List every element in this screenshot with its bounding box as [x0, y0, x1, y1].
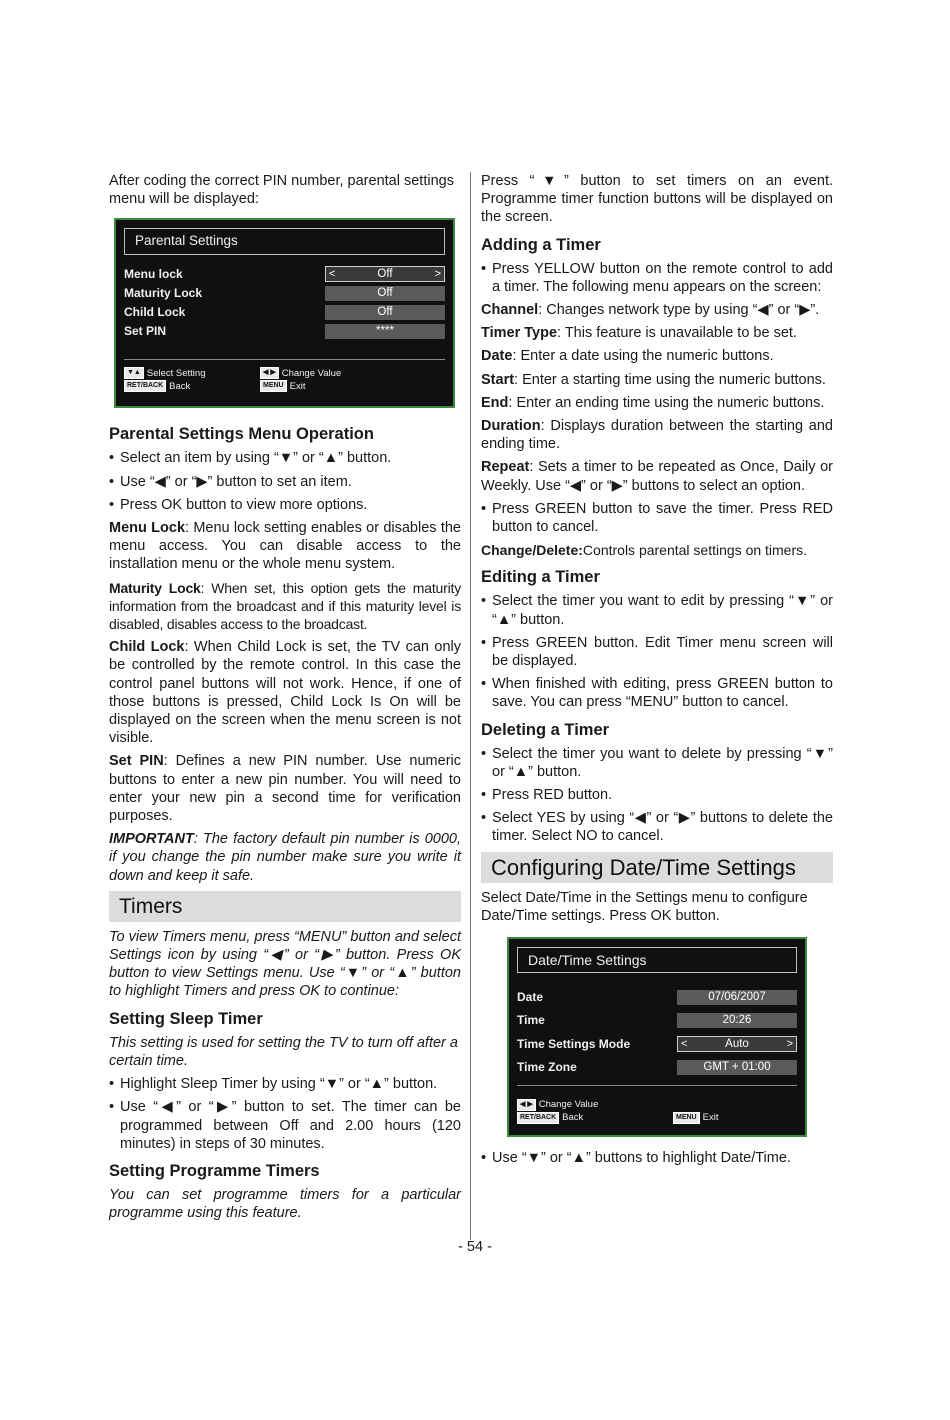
osd-row-menu-lock — [124, 265, 445, 284]
sleep-list — [109, 1075, 461, 1153]
timer-type-paragraph — [481, 324, 833, 342]
definition: : When Child Lock is set, the TV can only be controlled by the remote control. In this case the control panel buttons will not work. Hence, if one of those buttons is pressed, Child Lock Is On will be displayed on the screen when the menu screen is not visible. — [109, 639, 461, 747]
chevron-left-icon: < — [681, 1038, 688, 1051]
term: Child Lock — [109, 639, 185, 656]
list-item: • Press GREEN button to save the timer. Press RED button to cancel. — [481, 500, 833, 536]
osd-hint: Back — [169, 380, 191, 392]
menu-key-icon: MENU — [673, 1112, 700, 1124]
list-item: • Press OK button to view more options. — [109, 496, 461, 514]
osd-hint: Exit — [702, 1112, 719, 1124]
osd-hint: Select Setting — [146, 367, 206, 379]
parental-settings-screenshot — [114, 218, 455, 408]
osd-value: **** — [325, 324, 445, 339]
osd-value: 20:26 — [677, 1013, 797, 1028]
osd-value-text: Off — [377, 268, 393, 281]
repeat-paragraph — [481, 458, 833, 494]
page-number: - 54 - — [458, 1239, 492, 1255]
heading-timers: Timers — [109, 891, 461, 922]
definition: Controls parental settings on timers. — [582, 542, 808, 559]
important-paragraph — [109, 830, 461, 885]
chevron-right-icon: > — [434, 268, 441, 281]
definition: : Enter a starting time using the numeric buttons. — [514, 371, 826, 388]
definition: : Displays duration between the starting and ending time. — [481, 418, 833, 453]
osd-value-text: Auto — [725, 1038, 749, 1051]
osd-title: Parental Settings — [124, 228, 445, 254]
term: Date — [481, 348, 513, 365]
term: Set PIN — [109, 753, 164, 770]
back-key-icon: RET/BACK — [517, 1112, 559, 1124]
osd-row-time-zone — [517, 1056, 797, 1080]
osd-label: Time Zone — [517, 1060, 577, 1075]
set-pin-paragraph — [109, 752, 461, 825]
definition: : This feature is unavailable to be set. — [557, 325, 797, 342]
date-time-intro: Select Date/Time in the Settings menu to configure Date/Time settings. Press OK button. — [481, 889, 808, 924]
osd-hint: Back — [562, 1112, 584, 1124]
osd-label: Set PIN — [124, 324, 167, 338]
definition: : Defines a new PIN number. Use numeric buttons to enter a new pin number. You will need to enter your new pin a second time for verification purposes. — [109, 753, 461, 825]
osd-hint: Exit — [289, 380, 306, 392]
term: Maturity Lock — [109, 579, 201, 596]
heading-programme-timers: Setting Programme Timers — [109, 1161, 320, 1180]
osd-hint: Change Value — [538, 1099, 599, 1111]
timers-intro: To view Timers menu, press “MENU” button and select Settings icon by using “◀” or “▶” button. Press OK button to view Settings menu. Use “▼” or “▲” button to highlight Timers and press OK to continue: — [109, 928, 461, 1000]
date-paragraph — [481, 347, 833, 365]
list-item: • Select the timer you want to delete by pressing “▼” or “▲” button. — [481, 745, 833, 781]
osd-value: Off — [325, 286, 445, 301]
osd-value — [325, 266, 445, 282]
term: Timer Type — [481, 325, 558, 342]
list-item: • Press YELLOW button on the remote control to add a timer. The following menu appears on the screen: — [481, 260, 833, 296]
operation-list — [109, 449, 461, 514]
chevron-left-icon: < — [329, 268, 336, 281]
osd-label: Date — [517, 989, 544, 1004]
end-paragraph — [481, 394, 833, 412]
menu-lock-paragraph — [109, 519, 461, 574]
osd-label: Child Lock — [124, 305, 186, 319]
heading-sleep-timer: Setting Sleep Timer — [109, 1009, 263, 1028]
osd-row-time — [517, 1009, 797, 1033]
duration-paragraph — [481, 417, 833, 453]
press-text: Press “▼” button to set timers on an event. Programme timer function buttons will be displayed on the screen. — [481, 173, 833, 226]
maturity-lock-paragraph — [109, 579, 461, 634]
definition: : Sets a timer to be repeated as Once, Daily or Weekly. Use “◀” or “▶” buttons to select an option. — [481, 459, 833, 494]
date-time-settings-screenshot — [507, 937, 807, 1137]
list-item: • Use “◀” or “▶” button to set. The timer can be programmed between Off and 2.00 hours (120 minutes) in steps of 30 minutes. — [109, 1098, 461, 1153]
column-divider — [470, 172, 471, 1240]
definition: : The factory default pin number is 0000, if you change the pin number make sure you write it down and keep it safe. — [109, 831, 461, 884]
term: Menu Lock — [109, 520, 186, 537]
deleting-list — [481, 745, 833, 846]
list-item: • Select YES by using “◀” or “▶” buttons to delete the timer. Select NO to cancel. — [481, 809, 833, 845]
term: IMPORTANT — [109, 831, 194, 848]
list-item: • Use “◀” or “▶” button to set an item. — [109, 473, 461, 491]
up-down-key-icon: ▼▲ — [124, 367, 144, 379]
list-item: • Press RED button. — [481, 786, 833, 804]
osd-title: Date/Time Settings — [517, 947, 797, 973]
term: Channel — [481, 302, 539, 319]
intro-text: After coding the correct PIN number, parental settings menu will be displayed: — [109, 173, 454, 208]
term: End — [481, 394, 509, 411]
term: Change/Delete: — [481, 542, 583, 559]
list-item: • Use “▼” or “▲” buttons to highlight Date/Time. — [481, 1149, 833, 1167]
editing-list — [481, 592, 833, 711]
final-list — [481, 1149, 833, 1167]
term: Repeat — [481, 459, 530, 476]
definition: : Enter a date using the numeric buttons. — [512, 348, 774, 365]
osd-row-time-settings-mode — [517, 1032, 797, 1056]
term: Duration — [481, 418, 541, 435]
osd-value: 07/06/2007 — [677, 990, 797, 1005]
osd-row-date — [517, 985, 797, 1009]
programme-intro: You can set programme timers for a particular programme using this feature. — [109, 1186, 461, 1222]
heading-editing-timer: Editing a Timer — [481, 568, 600, 587]
left-right-key-icon: ◀ ▶ — [260, 367, 279, 379]
adding-list — [481, 260, 833, 296]
definition: : Enter an ending time using the numeric buttons. — [508, 394, 825, 411]
green-list — [481, 500, 833, 536]
child-lock-paragraph — [109, 638, 461, 747]
list-item: • Press GREEN button. Edit Timer menu screen will be displayed. — [481, 634, 833, 670]
osd-label: Time Settings Mode — [517, 1036, 631, 1051]
channel-paragraph — [481, 301, 833, 319]
change-delete-paragraph — [481, 541, 833, 559]
osd-value — [677, 1036, 797, 1052]
term: Start — [481, 371, 515, 388]
osd-row-set-pin — [124, 322, 445, 341]
back-key-icon: RET/BACK — [124, 380, 166, 392]
osd-label: Menu lock — [124, 267, 183, 281]
left-column — [109, 172, 461, 1227]
definition: : Menu lock setting enables or disables the menu access. You can disable access to the installation menu or the whole menu system. — [109, 520, 461, 573]
definition: : When set, this option gets the maturity information from the broadcast and if this maturity level is disabled, disables access to the broadcast. — [109, 579, 461, 633]
osd-hint: Change Value — [281, 367, 342, 379]
list-item: • When finished with editing, press GREEN button to save. You can press “MENU” button to cancel. — [481, 675, 833, 711]
osd-value: GMT + 01:00 — [677, 1060, 797, 1075]
heading-date-time: Configuring Date/Time Settings — [481, 852, 833, 883]
osd-value: Off — [325, 305, 445, 320]
list-item: • Highlight Sleep Timer by using “▼” or “▲” button. — [109, 1075, 461, 1093]
right-column — [481, 172, 833, 1172]
chevron-right-icon: > — [786, 1038, 793, 1051]
osd-row-maturity-lock — [124, 284, 445, 303]
menu-key-icon: MENU — [260, 380, 287, 392]
osd-label: Maturity Lock — [124, 286, 203, 300]
left-right-key-icon: ◀ ▶ — [517, 1099, 536, 1111]
start-paragraph — [481, 371, 833, 389]
osd-row-child-lock — [124, 303, 445, 322]
heading-parental-operation: Parental Settings Menu Operation — [109, 425, 374, 444]
osd-label: Time — [517, 1013, 545, 1028]
definition: : Changes network type by using “◀” or “▶”. — [538, 302, 820, 319]
heading-adding-timer: Adding a Timer — [481, 235, 601, 254]
list-item: • Select the timer you want to edit by pressing “▼” or “▲” button. — [481, 592, 833, 628]
heading-deleting-timer: Deleting a Timer — [481, 720, 610, 739]
list-item: • Select an item by using “▼” or “▲” button. — [109, 449, 461, 467]
sleep-intro: This setting is used for setting the TV to turn off after a certain time. — [109, 1034, 458, 1069]
